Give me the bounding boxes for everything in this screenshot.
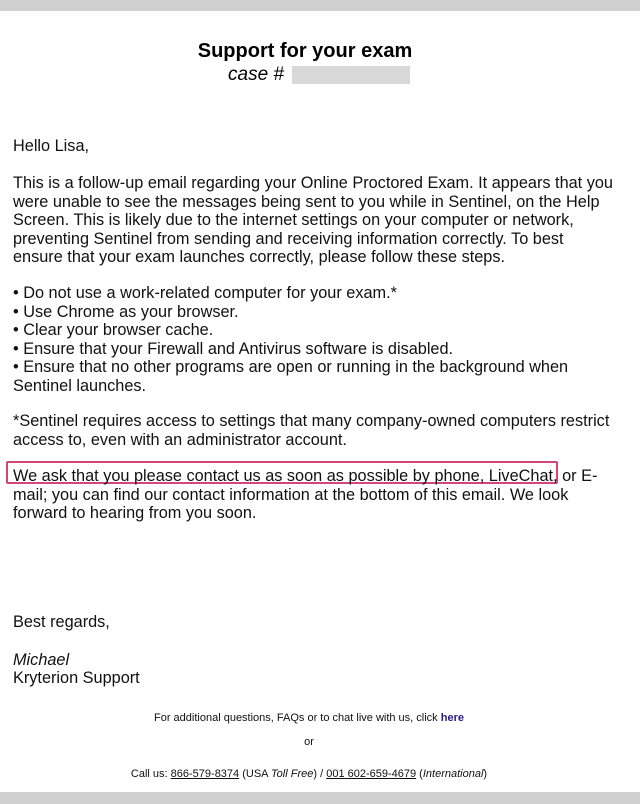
phone1-note: Toll Free: [270, 768, 314, 780]
footer-help-line: [0, 712, 618, 724]
list-item: • Ensure that no other programs are open or running in the background when: [13, 358, 569, 376]
list-item: • Clear your browser cache.: [13, 321, 214, 339]
footer-or: or: [304, 736, 314, 748]
signer-org: Kryterion Support: [13, 669, 140, 687]
case-number-line: [228, 64, 410, 86]
phone1-note-post: ) /: [313, 768, 327, 780]
call-label: Call us:: [130, 768, 171, 780]
top-bar: [0, 0, 640, 11]
phone1-note-pre: (USA: [239, 768, 271, 780]
email-title: Support for your exam: [197, 40, 413, 62]
intro-paragraph: This is a follow-up email regarding your Online Proctored Exam. It appears that you were unable to see the messages being sent to you while in Sentinel, on the Help Screen. This is likely due to the internet settings on your computer or network, preventing Sentinel from sending and receiving information correctly. To best ensure that your exam launches correctly, please follow these steps.: [13, 174, 613, 266]
steps-list: [13, 284, 613, 395]
phone-link-international[interactable]: 001 602-659-4679: [326, 768, 417, 780]
list-item: Sentinel launches.: [13, 376, 147, 395]
closing: Best regards,: [13, 613, 110, 631]
list-item: • Use Chrome as your browser.: [13, 302, 239, 321]
phone-link-usa[interactable]: 866-579-8374: [170, 768, 240, 780]
greeting: Hello Lisa,: [13, 137, 90, 155]
phone2-note-post: ): [483, 768, 488, 780]
phone2-note: International: [422, 768, 484, 780]
bottom-bar: [0, 792, 640, 804]
case-number-redacted: [292, 66, 410, 84]
highlighted-text: We ask that you please contact us as soon as possible by phone, LiveChat,: [13, 467, 558, 485]
case-label: case #: [228, 64, 284, 85]
contact-paragraph: [13, 467, 613, 523]
phone2-note-pre: (: [416, 768, 423, 780]
list-item: • Ensure that your Firewall and Antivirus software is disabled.: [13, 339, 454, 358]
sentinel-note: *Sentinel requires access to settings that many company-owned computers restrict access to, even with an administrator account.: [13, 412, 610, 449]
footer-phone-line: [0, 768, 618, 780]
signer-name: Michael: [13, 651, 70, 669]
help-link[interactable]: here: [440, 712, 464, 724]
footer-help-text: For additional questions, FAQs or to chat live with us, click: [154, 712, 441, 724]
list-item: • Do not use a work-related computer for your exam.*: [13, 284, 397, 302]
contact-paragraph-rest: or E-mail; you can find our contact information at the bottom of this email. We look forward to hearing from you soon.: [13, 467, 598, 522]
